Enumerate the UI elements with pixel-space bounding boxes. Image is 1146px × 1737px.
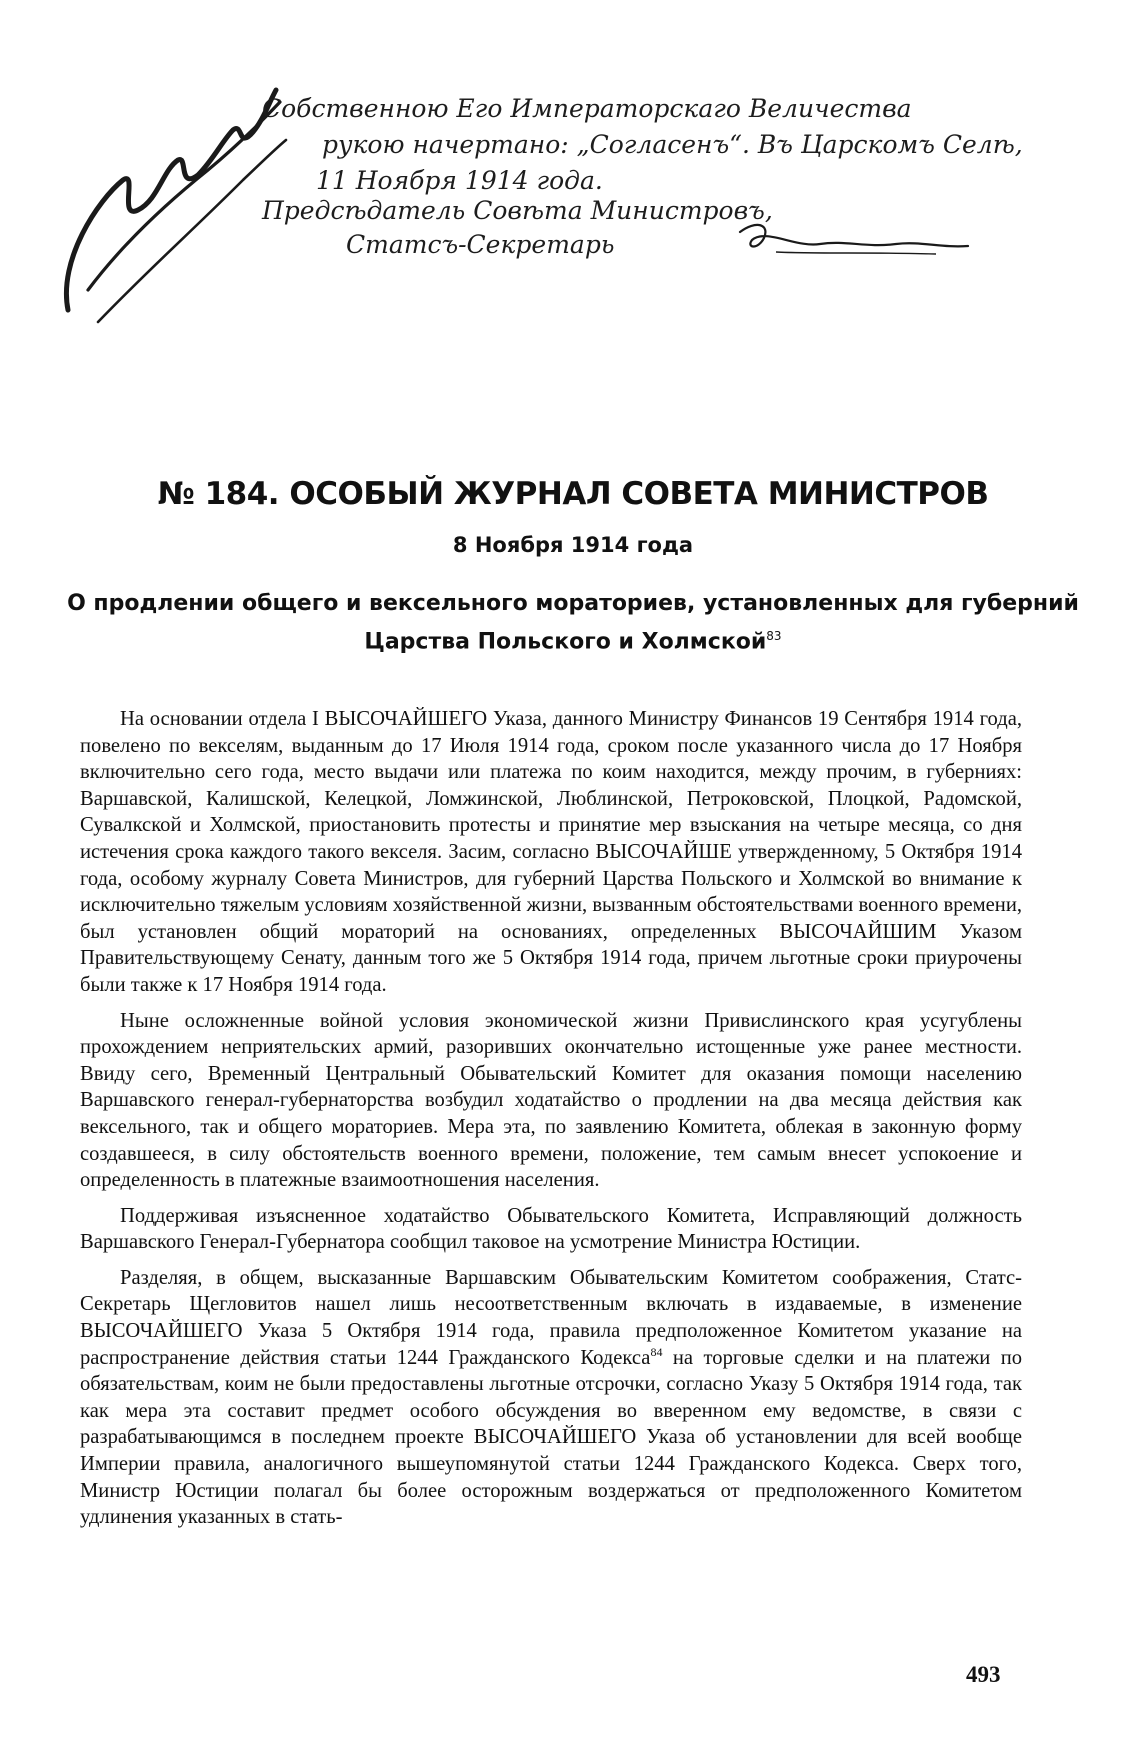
footnote-marker: 83 bbox=[766, 629, 782, 643]
footnote-marker: 84 bbox=[650, 1344, 663, 1359]
secretary-signature bbox=[736, 218, 972, 258]
paragraph-text: Разделяя, в общем, высказанные Варшавским Обывательским Комитетом соображения, Статс-Секретарь Щегловитов нашел лишь несоответственным включать в издаваемые, в изменение ВЫСОЧАЙШЕГО Указа 5 Октября 1914 года, правила предположенное Комитетом указание на распространение действия статьи 1244 Гражданского Кодекса bbox=[80, 1266, 1022, 1369]
document-date: 8 Ноября 1914 года bbox=[452, 533, 694, 557]
resolution-line-5: Статсъ-Секретарь bbox=[346, 230, 615, 259]
resolution-line-3: 11 Ноября 1914 года. bbox=[316, 166, 603, 195]
paragraph: Ныне осложненные войной условия экономической жизни Привислинского края усугублены прохождением неприятельских армий, разоривших окончательно истощенные уже ранее местности. Ввиду сего, Временный Центральный Обывательский Комитет для оказания помощи населению Варшавского генерал-губернаторства возбудил ходатайство о продлении на два месяца действия как вексельного, так и общего мораториев. Мера эта, по заявлению Комитета, облекая в законную форму создавшееся, в силу обстоятельств военного времени, положение, тем самым внесет успокоение и определенность в платежные взаимоотношения населения. bbox=[80, 1009, 1022, 1192]
resolution-line-4: Предсѣдатель Совѣта Министровъ, bbox=[262, 196, 773, 225]
paragraph-text-continued: на торговые сделки и на платежи по обязательствам, коим не были предоставлены льготные отсрочки, согласно Указу 5 Октября 1914 года, так как мера эта составит предмет особого обсуждения во вверенном ему ведомстве, в связи с разрабатывающимся в последнем проекте ВЫСОЧАЙШЕГО Указа об установлении для всей вообще Империи правила, аналогичного вышеупомянутой статьи 1244 Гражданского Кодекса. Сверх того, Министр Юстиции полагал бы более осторожным воздержаться от предположенного Комитетом удлинения указанных в стать- bbox=[80, 1346, 1023, 1529]
paragraph bbox=[80, 1265, 1022, 1531]
subtitle-line-2-text: Царства Польского и Холмской bbox=[364, 629, 767, 655]
document-subtitle bbox=[0, 588, 1146, 658]
paragraph: На основании отдела I ВЫСОЧАЙШЕГО Указа, данного Министру Финансов 19 Сентября 1914 года, повелено по векселям, выданным до 17 Июля 1914 года, сроком после указанного числа до 17 Ноября включительно сего года, место выдачи или платежа по коим находится, между прочим, в губерниях: Варшавской, Калишской, Келецкой, Ломжинской, Люблинской, Петроковской, Плоцкой, Радомской, Сувалкской и Холмской, приостановить протесты и принятие мер взыскания на четыре месяца, со дня истечения срока каждого такого векселя. Засим, согласно ВЫСОЧАЙШЕ утвержденному, 5 Октября 1914 года, особому журналу Совета Министров, для губерний Царства Польского и Холмской во внимание к исключительно тяжелым условиям хозяйственной жизни, вызванным обстоятельствами военного времени, был установлен общий мораторий на основаниях, определенных ВЫСОЧАЙШИМ Указом Правительствующему Сенату, данным того же 5 Октября 1914 года, причем льготные сроки приурочены были также к 17 Ноября 1914 года. bbox=[80, 708, 1022, 996]
subtitle-line-2 bbox=[0, 620, 1146, 658]
page-number: 493 bbox=[966, 1662, 1001, 1687]
document-body bbox=[80, 706, 1022, 1540]
chairman-signature bbox=[28, 60, 298, 330]
page-title: № 184. ОСОБЫЙ ЖУРНАЛ СОВЕТА МИНИСТРОВ bbox=[157, 476, 989, 512]
paragraph: Поддерживая изъясненное ходатайство Обывательского Комитета, Исправляющий должность Варшавского Генерал-Губернатора сообщил таковое на усмотрение Министра Юстиции. bbox=[80, 1204, 1022, 1254]
resolution-line-2: рукою начертано: „Согласенъ“. Въ Царскомъ Селѣ, bbox=[322, 130, 1023, 159]
subtitle-line-1: О продлении общего и вексельного мораториев, установленных для губерний bbox=[67, 591, 1079, 616]
resolution-line-1: Собственною Его Императорскаго Величества bbox=[262, 94, 912, 123]
